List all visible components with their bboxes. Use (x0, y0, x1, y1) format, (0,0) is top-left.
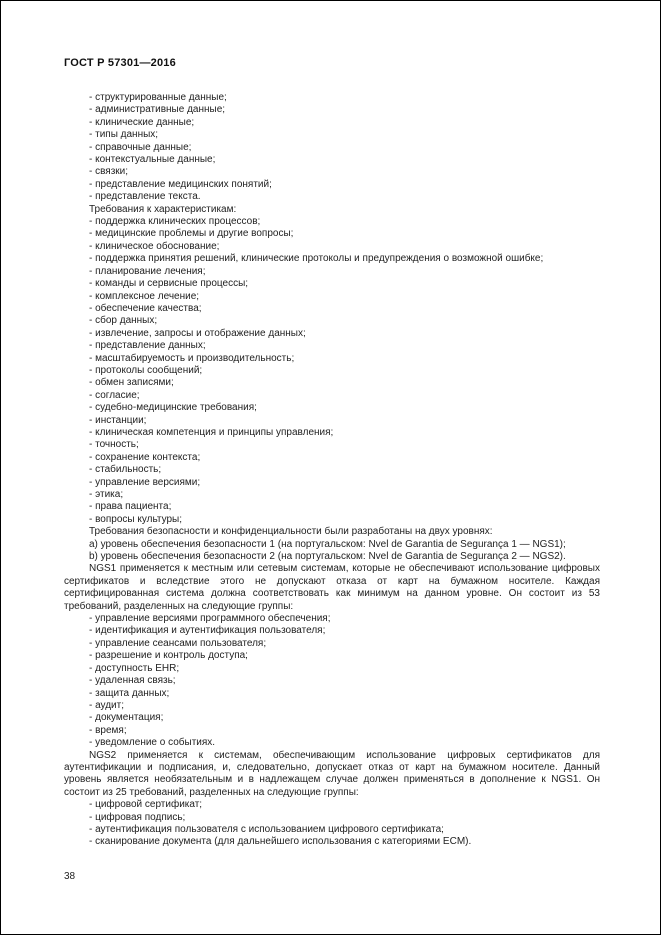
list-item: - команды и сервисные процессы; (89, 278, 249, 290)
list-item: - точность; (89, 439, 139, 451)
list-item: - сканирование документа (для дальнейшего использования с категориями ECM). (89, 836, 472, 848)
list-item: - удаленная связь; (89, 675, 176, 687)
list-item: - аудит; (89, 699, 125, 711)
list-item: - права пациента; (89, 501, 172, 513)
paragraph: Требования к характеристикам: (89, 203, 237, 215)
list-item: - управление версиями; (89, 476, 201, 488)
list-item: - комплексное лечение; (89, 290, 200, 302)
document-body (64, 92, 600, 849)
list-item: - стабильность; (89, 464, 162, 476)
alpha-list-item: a) уровень обеспечения безопасности 1 (на португальском: Nvel de Garantia de Segurança 1 — NGS1); (89, 538, 566, 550)
document-header: ГОСТ Р 57301—2016 (64, 57, 176, 69)
list-item: - этика; (89, 489, 124, 500)
list-item: - разрешение и контроль доступа; (89, 650, 248, 662)
list-item: - обмен записями; (89, 377, 174, 389)
list-item: - структурированные данные; (89, 92, 227, 103)
page-number: 38 (64, 871, 76, 882)
list-item: - протоколы сообщений; (89, 364, 203, 376)
list-item: - административные данные; (89, 104, 226, 116)
list-item: - клиническая компетенция и принципы управления; (89, 426, 334, 438)
list-item: - связки; (89, 166, 129, 178)
paragraph: NGS2 применяется к системам, обеспечивающим использование цифровых сертификатов для аутентификации и подписания, и, следовательно, допускает отказ от карт на бумажном носителе. Данный уровень является необязательным и в надлежащем случае должен применяться в дополнение к NGS1. Он состоит из 25 требований, разделенных на следующие группы: (64, 749, 600, 798)
list-item: - справочные данные; (89, 141, 192, 153)
list-item: - судебно-медицинские требования; (89, 402, 257, 414)
alpha-list-item: b) уровень обеспечения безопасности 2 (на португальском: Nvel de Garantia de Segurança 2 — NGS2). (89, 551, 566, 563)
list-item: - цифровая подпись; (89, 811, 186, 823)
list-item: - время; (89, 724, 127, 736)
list-item: - доступность EHR; (89, 662, 180, 674)
list-item: - клинические данные; (89, 116, 195, 128)
list-item: - аутентификация пользователя с использованием цифрового сертификата; (89, 823, 444, 835)
list-item: - типы данных; (89, 129, 159, 141)
list-item: - защита данных; (89, 687, 170, 699)
list-item: - уведомление о событиях. (89, 737, 216, 749)
list-item: - инстанции; (89, 414, 147, 426)
list-item: - обеспечение качества; (89, 302, 202, 314)
list-item: - масштабируемость и производительность; (89, 352, 295, 364)
list-item: - сбор данных; (89, 315, 158, 327)
list-item: - представление медицинских понятий; (89, 178, 272, 190)
list-item: - документация; (89, 712, 164, 724)
list-item: - планирование лечения; (89, 265, 206, 277)
list-item: - извлечение, запросы и отображение данных; (89, 327, 306, 339)
list-item: - контекстуальные данные; (89, 154, 216, 166)
paragraph: NGS1 применяется к местным или сетевым системам, которые не обеспечивают использование цифровых сертификатов и вследствие этого не допускают отказа от карт на бумажном носителе. Каждая сертифицированная система должна соответствовать как минимум на данном уровне. Он состоит из 53 требований, разделенных на следующие группы: (64, 563, 600, 612)
list-item: - вопросы культуры; (89, 513, 183, 525)
list-item: - поддержка принятия решений, клинические протоколы и предупреждения о возможной ошибке; (89, 253, 544, 265)
list-item: - представление текста. (89, 191, 201, 203)
list-item: - управление сеансами пользователя; (89, 637, 267, 649)
list-item: - медицинские проблемы и другие вопросы; (89, 228, 294, 240)
paragraph: Требования безопасности и конфиденциальности были разработаны на двух уровнях: (89, 526, 493, 538)
list-item: - управление версиями программного обеспечения; (89, 613, 331, 625)
list-item: - поддержка клинических процессов; (89, 216, 261, 228)
list-item: - согласие; (89, 389, 140, 401)
list-item: - сохранение контекста; (89, 451, 201, 463)
list-item: - идентификация и аутентификация пользователя; (89, 625, 326, 637)
list-item: - цифровой сертификат; (89, 799, 203, 811)
list-item: - представление данных; (89, 340, 206, 352)
list-item: - клиническое обоснование; (89, 240, 220, 252)
